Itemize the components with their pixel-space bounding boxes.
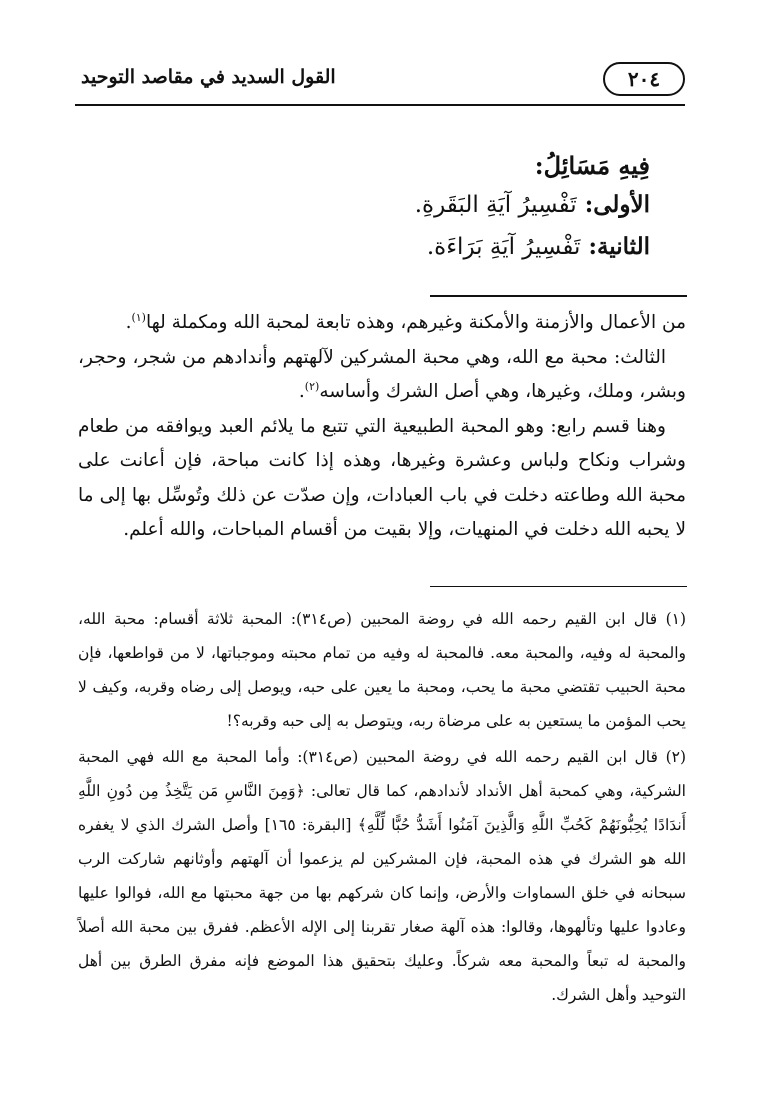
footnote-mark: (١) (665, 610, 687, 628)
paragraph-3: وهنا قسم رابع: وهو المحبة الطبيعية التي تتبع ما يلائم العبد ويوافقه من طعام وشراب ونكاح ولباس وعشرة وغيرها، وهذه إذا كانت مباحة، فإن أعانت على محبة الله وطاعته دخلت في باب العبادات، وإن صدّت عن ذلك وتُوسِّل بها إلى ما لا يحبه الله دخلت في المنهيات، وإلا بقيت من أقسام المباحات، والله أعلم. (78, 415, 686, 540)
masail-item-label: الثانية: (588, 233, 650, 260)
paragraph-1 (78, 306, 686, 341)
masail-item-second (290, 226, 650, 268)
page-header (75, 62, 685, 102)
footnote-2 (78, 740, 686, 1012)
page-number-badge (603, 62, 685, 96)
paragraph-2 (78, 341, 686, 410)
footnote-1 (78, 602, 686, 738)
masail-heading: فِيهِ مَسَائِلُ: (534, 151, 650, 180)
footnote-ref-2[interactable]: (٢) (304, 379, 320, 393)
footnote-ref-1[interactable]: (١) (131, 310, 146, 324)
masail-item-label: الأولى: (584, 191, 650, 218)
footnotes-section (78, 602, 686, 1012)
footnote-text: قال ابن القيم رحمه الله في روضة المحبين (ص٣١٤): وأما المحبة مع الله فهي المحبة الشركية، وهي كمحبة أهل الأنداد لأندادهم، كما قال تعالى: ﴿وَمِنَ النَّاسِ مَن يَتَّخِذُ مِن دُونِ اللَّهِ أَندَادًا يُحِبُّونَهُمْ كَحُبِّ اللَّهِ وَالَّذِينَ آمَنُوا أَشَدُّ حُبًّا لِّلَّهِ﴾ [البقرة: ١٦٥] وأصل الشرك الذي لا يغفره الله هو الشرك في هذه المحبة، فإن المشركين لم يزعموا أن آلهتهم وأوثانهم شاركت الرب سبحانه في خلق السماوات والأرض، وإنما كان شركهم بها من جهة محبتها مع الله، فوالوا عليها وعادوا عليها وتألهوها، وقالوا: هذه آلهة صغار تقربنا إلى الإله الأعظم. ففرق بين محبة الله أصلاً والمحبة له تبعاً والمحبة معه شركاً. وعليك بتحقيق هذا الموضع فإنه مفرق الطرق بين أهل التوحيد وأهل الشرك. (78, 748, 687, 1004)
masail-item-value: تَفْسِيرُ آيَةِ بَرَاءَة. (426, 234, 581, 260)
header-divider (75, 104, 685, 106)
footnote-text: قال ابن القيم رحمه الله في روضة المحبين (ص٣١٤): المحبة ثلاثة أقسام: محبة الله، والمحبة له وفيه، والمحبة معه. فالمحبة له وفيه من تمام محبته وموجباتها، لا من قواطعها، فإن محبة الحبيب تقتضي محبة ما يحب، ومحبة ما يعين على حبه، ويوصل إلى رضاه وقربه، وكيف لا يحب المؤمن ما يستعين به على مرضاة ربه، ويتوصل به إلى حبه وقربه؟! (78, 610, 686, 730)
masail-item-value: تَفْسِيرُ آيَةِ البَقَرةِ. (414, 192, 577, 218)
page-number: ٢٠٤ (627, 67, 661, 91)
paragraph-1-end: . (125, 312, 132, 333)
footnote-mark: (٢) (665, 748, 687, 766)
running-title: القول السديد في مقاصد التوحيد (81, 66, 336, 88)
paragraph-2-text: الثالث: محبة مع الله، وهي محبة المشركين لآلهتهم وأندادهم من شجر، وحجر، وبشر، وملك، وغيرها، وهي أصل الشرك وأساسه (78, 346, 686, 402)
footnote-divider (430, 586, 687, 587)
masail-item-first (290, 184, 650, 226)
section-divider (430, 295, 687, 297)
paragraph-2-end: . (298, 381, 305, 402)
masail-section (290, 148, 650, 268)
paragraph-1-text: من الأعمال والأزمنة والأمكنة وغيرهم، وهذه تابعة لمحبة الله ومكملة لها (145, 312, 686, 333)
main-body-text (78, 306, 686, 548)
